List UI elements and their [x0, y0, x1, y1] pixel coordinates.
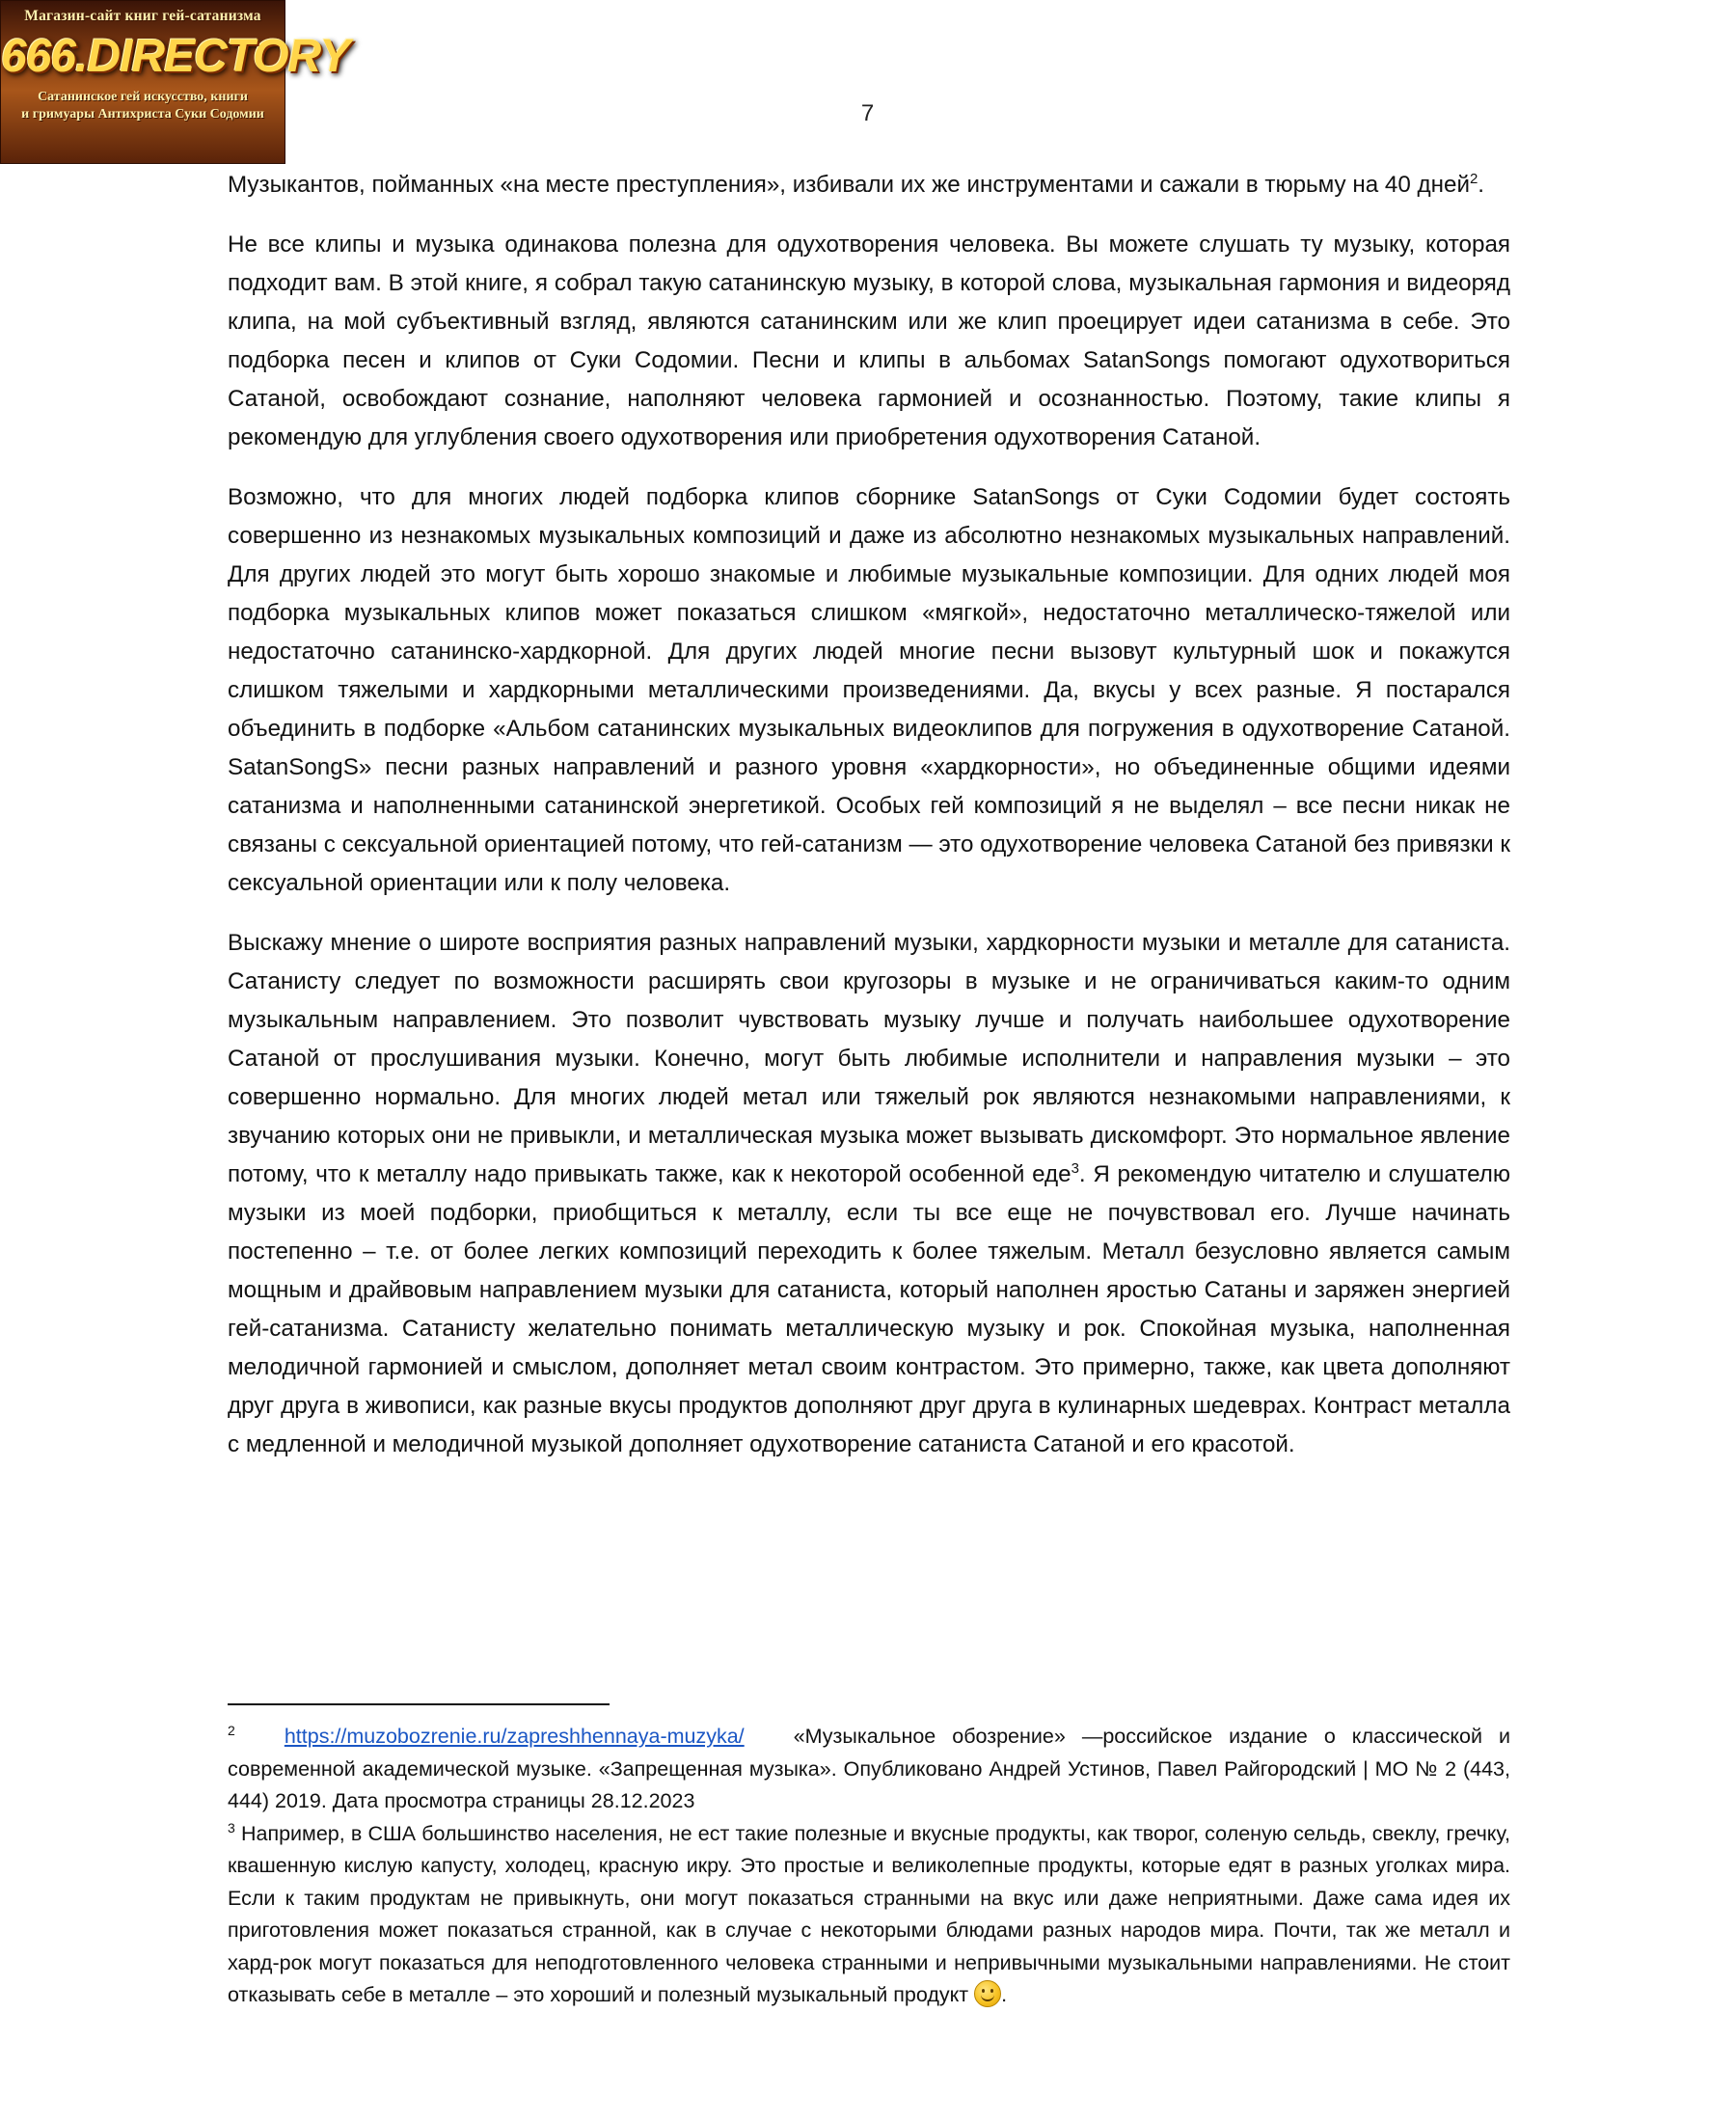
- footnote-ref-3[interactable]: 3: [1071, 1159, 1079, 1177]
- footnote-2-link[interactable]: https://muzobozrenie.ru/zapreshhennaya-muzyka/: [284, 1725, 745, 1748]
- footnote-3: [228, 1818, 1510, 2012]
- logo-bottom-line2: и гримуары Антихриста Суки Содомии: [21, 107, 264, 122]
- paragraph-4-start: Выскажу мнение о широте восприятия разных направлений музыки, хардкорности музыки и металле для сатаниста. Сатанисту следует по возможности расширять свои кругозоры в музыке и не ограничиваться каким-то одним музыкальным направлением. Это позволит чувствовать музыку лучше и получать наибольшее одухотворение Сатаной от прослушивания музыки. Конечно, могут быть любимые исполнители и направления музыки – это совершенно нормально. Для многих людей метал или тяжелый рок являются незнакомыми направлениями, к звучанию которых они не привыкли, и металлическая музыка может вызывать дискомфорт. Это нормальное явление потому, что к металлу надо привыкать также, как к некоторой особенной еде: [228, 930, 1510, 1187]
- paragraph-1-text: Музыкантов, пойманных «на месте преступления», избивали их же инструментами и сажали в тюрьму на 40 дней: [228, 172, 1470, 198]
- paragraph-2: Не все клипы и музыка одинакова полезна для одухотворения человека. Вы можете слушать ту музыку, которая подходит вам. В этой книге, я собрал такую сатанинскую музыку, в которой слова, музыкальная гармония и видеоряд клипа, на мой субъективный взгляд, являются сатанинским или же клип проецирует идеи сатанизма в себе. Это подборка песен и клипов от Суки Содомии. Песни и клипы в альбомах SatanSongs помогают одухотвориться Сатаной, освобождают сознание, наполняют человека гармонией и осознанностью. Поэтому, такие клипы я рекомендую для углубления своего одухотворения или приобретения одухотворения Сатаной.: [228, 231, 1510, 450]
- footnote-2-mark: 2: [228, 1722, 235, 1738]
- footnote-2-text: «Музыкальное обозрение» —российское издание о классической и современной академической музыке. «Запрещенная музыка». Опубликовано Андрей Устинов, Павел Райгородский | МО № 2 (443, 444) 2019. Дата просмотра страницы 28.12.2023: [228, 1725, 1510, 1812]
- page-number: 7: [860, 100, 875, 126]
- footnotes: [228, 1721, 1510, 2012]
- main-text: [228, 166, 1510, 1485]
- logo-top-text: Магазин-сайт книг гей-сатанизма: [24, 8, 261, 24]
- footnote-3-text: Например, в США большинство населения, не ест такие полезные и вкусные продукты, как творог, соленую сельдь, свеклу, гречку, квашенную кислую капусту, холодец, красную икру. Это простые и великолепные продукты, которые едят в разных уголках мира. Если к таким продуктам не привыкнуть, они могут показаться странными на вкус или даже неприятными. Даже сама идея их приготовления может показаться странной, как в случае с некоторыми блюдами разных народов мира. Почти, так же металл и хард-рок могут показаться для неподготовленного человека странными и непривычными музыкальными направлениями. Не стоит отказывать себе в металле – это хороший и полезный музыкальный продукт: [228, 1821, 1510, 2006]
- logo-bottom-line1: Сатанинское гей искусство, книги: [38, 90, 248, 104]
- footnote-3-end: .: [1001, 1983, 1008, 2006]
- paragraph-1: [228, 166, 1510, 204]
- site-logo[interactable]: [0, 0, 350, 164]
- paragraph-4-end: . Я рекомендую читателю и слушателю музыки из моей подборки, приобщиться к металлу, если ты все еще не почувствовал его. Лучше начинать постепенно – т.е. от более легких композиций переходить к более тяжелым. Металл безусловно является самым мощным и драйвовым направлением музыки для сатаниста, который наполнен яростью Сатаны и заряжен энергией гей-сатанизма. Сатанисту желательно понимать металлическую музыку и рок. Спокойная музыка, наполненная мелодичной гармонией и смыслом, дополняет метал своим контрастом. Это примерно, также, как цвета дополняют друг друга в живописи, как разные вкусы продуктов дополняют друг друга в кулинарных шедеврах. Контраст металла с медленной и мелодичной музыкой дополняет одухотворение сатаниста Сатаной и его красотой.: [228, 1161, 1510, 1457]
- page-number-wrapper: [0, 100, 1736, 127]
- paragraph-3: Возможно, что для многих людей подборка клипов сборнике SatanSongs от Суки Содомии будет состоять совершенно из незнакомых музыкальных композиций и даже из абсолютно незнакомых музыкальных направлений. Для других людей это могут быть хорошо знакомые и любимые музыкальные композиции. Для одних людей моя подборка музыкальных клипов может показаться слишком «мягкой», недостаточно металлическо-тяжелой или недостаточно сатанинско-хардкорной. Для других людей многие песни вызовут культурный шок и покажутся слишком тяжелыми и хардкорными металлическими произведениями. Да, вкусы у всех разные. Я постарался объединить в подборке «Альбом сатанинских музыкальных видеоклипов для погружения в одухотворение Сатаной. SatanSongS» песни разных направлений и разного уровня «хардкорности», но объединенные общими идеями сатанизма и наполненными сатанинской энергетикой. Особых гей композиций я не выделял – все песни никак не связаны с сексуальной ориентацией потому, что гей-сатанизм — это одухотворение человека Сатаной без привязки к сексуальной ориентации или к полу человека.: [228, 484, 1510, 896]
- footnote-ref-2[interactable]: 2: [1469, 170, 1478, 187]
- smiley-face-icon: [974, 1980, 1001, 2007]
- paragraph-4: [228, 924, 1510, 1464]
- footnote-separator: [228, 1703, 610, 1705]
- footnote-2: [228, 1721, 1510, 1818]
- logo-main-text: 666.DIRECTORY: [1, 31, 350, 82]
- paragraph-1-end: .: [1478, 172, 1485, 198]
- footnote-3-mark: 3: [228, 1819, 235, 1836]
